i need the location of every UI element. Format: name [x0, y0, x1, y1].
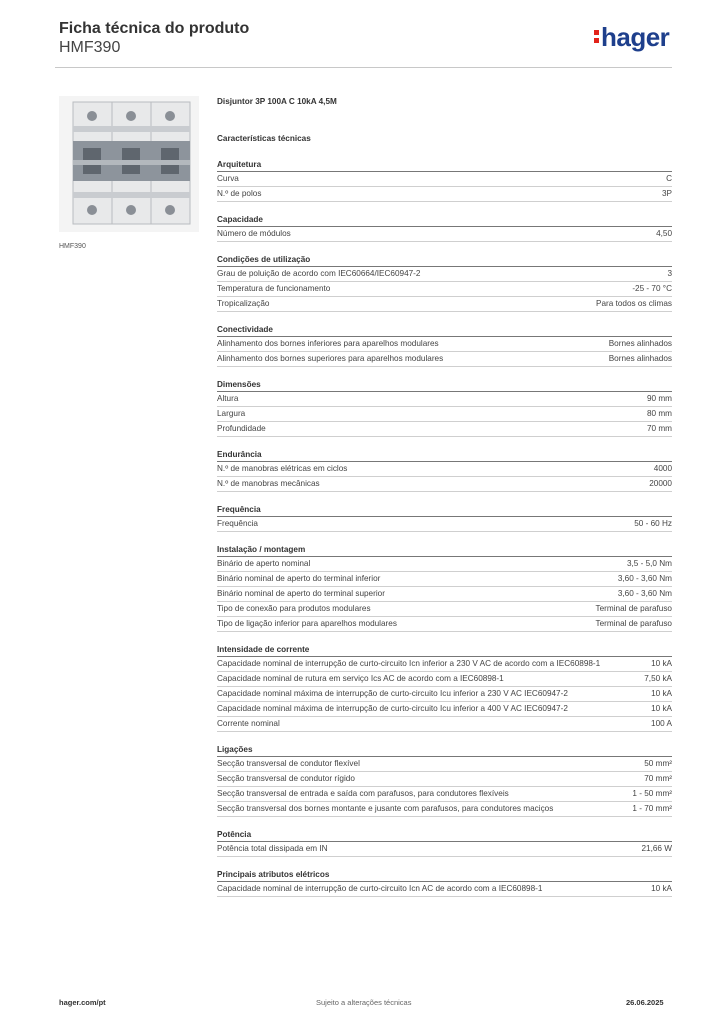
spec-row [217, 352, 672, 367]
spec-value: 10 kA [651, 704, 672, 713]
spec-label: Secção transversal de entrada e saída com parafusos, para condutores flexíveis [217, 789, 509, 798]
spec-section [217, 158, 672, 202]
spec-value: 1 - 70 mm² [632, 804, 672, 813]
spec-section [217, 378, 672, 437]
spec-row [217, 422, 672, 437]
spec-section [217, 643, 672, 732]
spec-section [217, 743, 672, 817]
spec-row [217, 882, 672, 897]
spec-value: 3,60 - 3,60 Nm [617, 574, 672, 583]
spec-label: Profundidade [217, 424, 266, 433]
spec-label: Tropicalização [217, 299, 270, 308]
section-title: Condições de utilização [217, 253, 672, 267]
spec-section [217, 503, 672, 532]
characteristics-title: Características técnicas [217, 134, 311, 143]
spec-label: Corrente nominal [217, 719, 280, 728]
spec-label: Binário nominal de aperto do terminal inferior [217, 574, 381, 583]
section-title: Endurância [217, 448, 672, 462]
spec-label: Largura [217, 409, 246, 418]
product-name: Disjuntor 3P 100A C 10kA 4,5M [217, 97, 337, 106]
product-image [59, 96, 199, 232]
spec-label: Número de módulos [217, 229, 291, 238]
spec-value: 90 mm [646, 394, 672, 403]
spec-label: Frequência [217, 519, 258, 528]
spec-row [217, 617, 672, 632]
section-title: Dimensões [217, 378, 672, 392]
spec-row [217, 802, 672, 817]
spec-value: C [666, 174, 672, 183]
spec-row [217, 657, 672, 672]
spec-row [217, 757, 672, 772]
spec-label: Secção transversal dos bornes montante e jusante com parafusos, para condutores maciços [217, 804, 554, 813]
spec-value: Terminal de parafuso [595, 604, 672, 613]
spec-row [217, 282, 672, 297]
spec-row [217, 267, 672, 282]
spec-label: Alinhamento dos bornes inferiores para aparelhos modulares [217, 339, 439, 348]
spec-value: 70 mm² [644, 774, 672, 783]
spec-label: Tipo de ligação inferior para aparelhos modulares [217, 619, 397, 628]
spec-content [217, 96, 672, 908]
spec-value: 3,5 - 5,0 Nm [626, 559, 672, 568]
spec-value: 50 - 60 Hz [634, 519, 672, 528]
spec-label: Binário nominal de aperto do terminal superior [217, 589, 385, 598]
section-title: Arquitetura [217, 158, 672, 172]
spec-value: 10 kA [651, 689, 672, 698]
header-divider [55, 67, 672, 68]
spec-label: Capacidade nominal máxima de interrupção de curto-circuito Icu inferior a 230 V AC IEC60947-2 [217, 689, 568, 698]
spec-label: Capacidade nominal de interrupção de curto-circuito Icn inferior a 230 V AC de acordo com a IEC60898-1 [217, 659, 601, 668]
spec-label: Curva [217, 174, 239, 183]
spec-value: 4000 [653, 464, 672, 473]
spec-section [217, 213, 672, 242]
spec-value: 10 kA [651, 884, 672, 893]
spec-row [217, 557, 672, 572]
spec-value: 10 kA [651, 659, 672, 668]
spec-value: Bornes alinhados [608, 354, 672, 363]
spec-section [217, 253, 672, 312]
section-title: Principais atributos elétricos [217, 868, 672, 882]
spec-value: 3 [667, 269, 672, 278]
spec-label: N.º de manobras mecânicas [217, 479, 320, 488]
spec-row [217, 772, 672, 787]
spec-label: Capacidade nominal de interrupção de curto-circuito Icn AC de acordo com a IEC60898-1 [217, 884, 543, 893]
spec-value: 7,50 kA [644, 674, 672, 683]
product-code: HMF390 [59, 39, 121, 56]
spec-label: N.º de polos [217, 189, 262, 198]
spec-section [217, 323, 672, 367]
spec-label: Secção transversal de condutor rígido [217, 774, 355, 783]
spec-row [217, 702, 672, 717]
spec-value: Para todos os climas [596, 299, 672, 308]
footer-date: 26.06.2025 [626, 998, 664, 1007]
spec-row [217, 672, 672, 687]
spec-section [217, 543, 672, 632]
spec-row [217, 227, 672, 242]
spec-value: 3,60 - 3,60 Nm [617, 589, 672, 598]
section-title: Frequência [217, 503, 672, 517]
section-title: Potência [217, 828, 672, 842]
spec-row [217, 477, 672, 492]
spec-value: Terminal de parafuso [595, 619, 672, 628]
spec-row [217, 337, 672, 352]
spec-row [217, 517, 672, 532]
footer-website: hager.com/pt [59, 998, 106, 1007]
spec-value: 20000 [649, 479, 672, 488]
spec-row [217, 297, 672, 312]
spec-value: 1 - 50 mm² [632, 789, 672, 798]
spec-row [217, 392, 672, 407]
spec-row [217, 842, 672, 857]
logo-dots-icon [594, 30, 599, 46]
spec-label: Tipo de conexão para produtos modulares [217, 604, 371, 613]
spec-label: Potência total dissipada em IN [217, 844, 328, 853]
section-title: Instalação / montagem [217, 543, 672, 557]
spec-value: Bornes alinhados [608, 339, 672, 348]
page-title: Ficha técnica do produto [59, 20, 250, 37]
spec-row [217, 462, 672, 477]
hager-logo [594, 24, 669, 50]
spec-row [217, 572, 672, 587]
spec-row [217, 687, 672, 702]
spec-label: Grau de poluição de acordo com IEC60664/IEC60947-2 [217, 269, 421, 278]
spec-row [217, 172, 672, 187]
footer-note: Sujeito a alterações técnicas [316, 998, 412, 1007]
spec-row [217, 717, 672, 732]
spec-row [217, 407, 672, 422]
section-title: Conectividade [217, 323, 672, 337]
spec-value: -25 - 70 °C [632, 284, 672, 293]
spec-sections [217, 158, 672, 897]
spec-label: N.º de manobras elétricas em ciclos [217, 464, 348, 473]
spec-label: Binário de aperto nominal [217, 559, 311, 568]
spec-row [217, 187, 672, 202]
spec-section [217, 828, 672, 857]
section-title: Capacidade [217, 213, 672, 227]
spec-value: 50 mm² [644, 759, 672, 768]
spec-label: Capacidade nominal de rutura em serviço Ics AC de acordo com a IEC60898-1 [217, 674, 504, 683]
spec-row [217, 787, 672, 802]
spec-row [217, 587, 672, 602]
spec-section [217, 448, 672, 492]
spec-value: 80 mm [646, 409, 672, 418]
image-caption: HMF390 [59, 243, 86, 250]
spec-value: 4,50 [656, 229, 672, 238]
spec-label: Capacidade nominal máxima de interrupção de curto-circuito Icu inferior a 400 V AC IEC60947-2 [217, 704, 568, 713]
section-title: Ligações [217, 743, 672, 757]
section-title: Intensidade de corrente [217, 643, 672, 657]
spec-section [217, 868, 672, 897]
spec-value: 100 A [651, 719, 672, 728]
spec-label: Secção transversal de condutor flexível [217, 759, 360, 768]
spec-row [217, 602, 672, 617]
spec-value: 21,66 W [641, 844, 672, 853]
spec-value: 3P [661, 189, 672, 198]
spec-label: Altura [217, 394, 239, 403]
logo-text: hager [601, 22, 670, 52]
spec-value: 70 mm [646, 424, 672, 433]
spec-label: Temperatura de funcionamento [217, 284, 331, 293]
spec-label: Alinhamento dos bornes superiores para aparelhos modulares [217, 354, 444, 363]
